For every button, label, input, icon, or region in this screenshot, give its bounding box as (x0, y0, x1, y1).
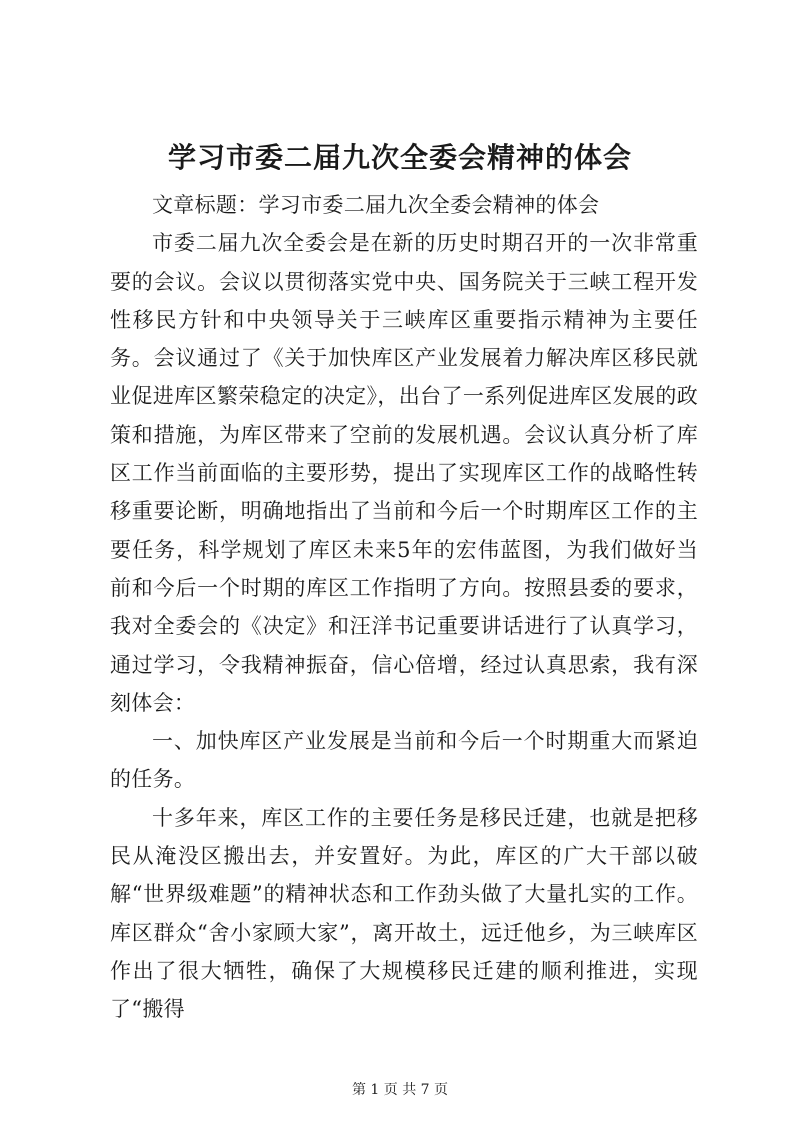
paragraph-section-heading: 一、加快库区产业发展是当前和今后一个时期重大而紧迫的任务。 (110, 729, 698, 792)
paragraph-intro: 市委二届九次全委会是在新的历史时期召开的一次非常重要的会议。会议以贯彻落实党中央、国务院关于三峡工程开发性移民方针和中央领导关于三峡库区重要指示精神为主要任务。会议通过了《关于加快库区产业发展着力解决库区移民就业促进库区繁荣稳定的决定》，出台了一系列促进库区发展的政策和措施，为库区带来了空前的发展机遇。会议认真分析了库区工作当前面临的主要形势，提出了实现库区工作的战略性转移重要论断，明确地指出了当前和今后一个时期库区工作的主要任务，科学规划了库区未来5年的宏伟蓝图，为我们做好当前和今后一个时期的库区工作指明了方向。按照县委的要求，我对全委会的《决定》和汪洋书记重要讲话进行了认真学习，通过学习，令我精神振奋，信心倍增，经过认真思索，我有深刻体会： (110, 231, 698, 715)
document-body (110, 186, 698, 1029)
paragraph-body: 十多年来，库区工作的主要任务是移民迁建，也就是把移民从淹没区搬出去，并安置好。为此，库区的广大干部以破解“世界级难题”的精神状态和工作劲头做了大量扎实的工作。库区群众“舍小家顾大家”，离开故土，远迁他乡，为三峡库区作出了很大牺牲，确保了大规模移民迁建的顺利推进，实现了“搬得 (110, 805, 698, 1022)
document-title: 学习市委二届九次全委会精神的体会 (167, 141, 632, 174)
paragraph-article-title: 文章标题：学习市委二届九次全委会精神的体会 (152, 193, 600, 217)
page-footer: 第 1 页 共 7 页 (351, 1082, 449, 1098)
